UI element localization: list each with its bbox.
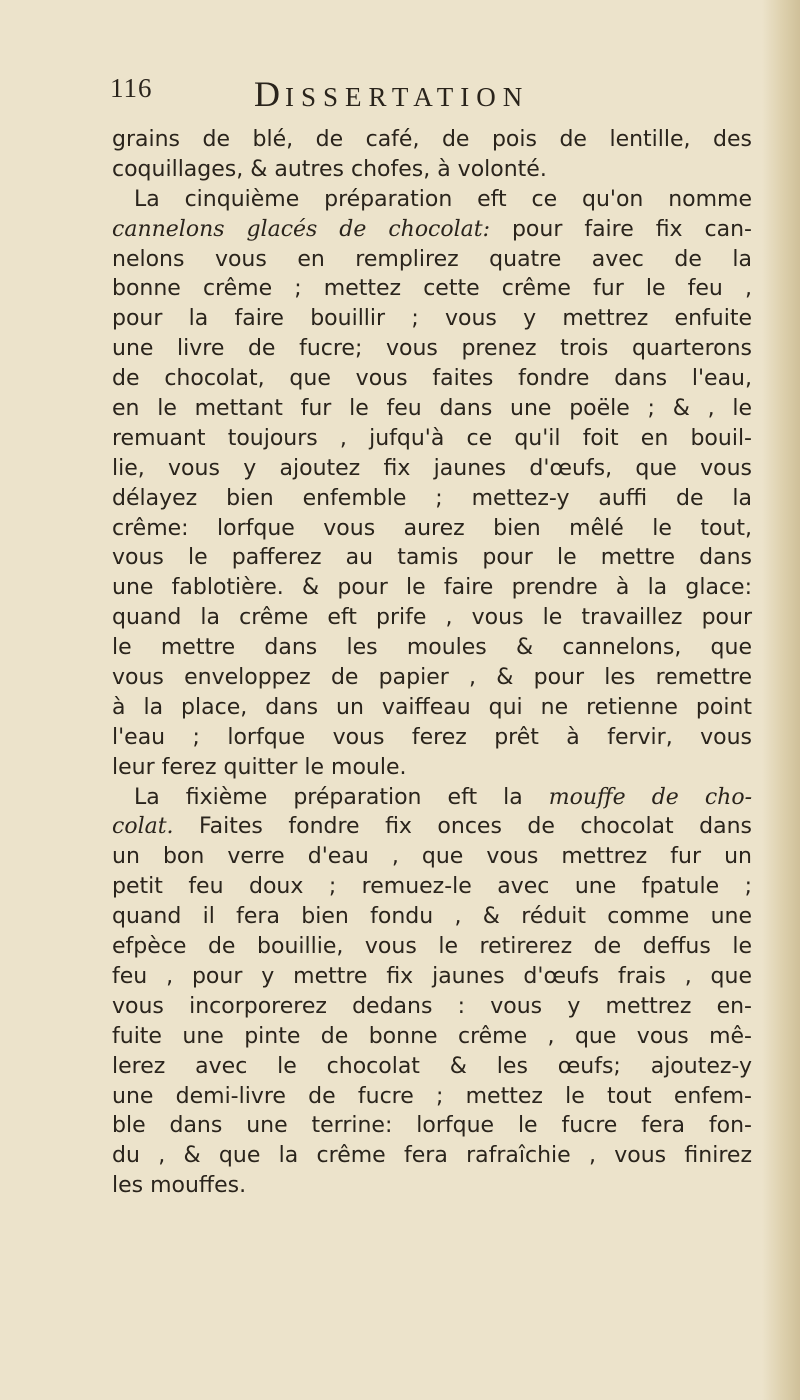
text-line: l'eau ; lorfque vous ferez prêt à fervir, vous (112, 724, 752, 750)
text-line: remuant toujours , jufqu'à ce qu'il foit en bouil- (112, 425, 752, 451)
dish-name: mouffe de cho- (548, 784, 753, 810)
text-line: ble dans une terrine: lorfque le fucre fera fon- (112, 1113, 752, 1139)
text-line: pour la faire bouillir ; vous y mettrez enfuite (112, 306, 752, 332)
dish-name: cannelons glacés de chocolat: (112, 216, 491, 242)
text-line: de chocolat, que vous faites fondre dans l'eau, (112, 366, 752, 392)
text-line: bonne crême ; mettez cette crême fur le feu , (112, 276, 752, 302)
text-line: une demi-livre de fucre ; mettez le tout enfem- (112, 1083, 752, 1109)
text-line: leur ferez quitter le moule. (112, 754, 407, 780)
text-line: lerez avec le chocolat & les œufs; ajoutez-y (112, 1053, 752, 1079)
text-line: grains de blé, de café, de pois de lentille, des (112, 127, 752, 152)
text-line: feu , pour y mettre fix jaunes d'œufs frais , que (112, 963, 752, 989)
text-line: délayez bien enfemble ; mettez-y auffi de la (112, 485, 752, 511)
text-line: efpèce de bouillie, vous le retirerez de deffus le (112, 934, 752, 960)
running-title (254, 73, 529, 115)
page-number: 116 (110, 73, 153, 103)
text-line: du , & que la crême fera rafraîchie , vous finirez (112, 1143, 752, 1169)
text-line: les mouffes. (112, 1173, 247, 1199)
text-line: vous enveloppez de papier , & pour les remettre (112, 665, 752, 691)
text-line: à la place, dans un vaiffeau qui ne retienne point (112, 694, 752, 720)
running-title-rest: ISSERTATION (285, 82, 530, 112)
text-line: quand il fera bien fondu , & réduit comme une (112, 904, 752, 930)
text-line: La fixième préparation eft la mouffe de cho- (134, 784, 753, 810)
text-line: petit feu doux ; remuez-le avec une fpatule ; (112, 874, 752, 900)
text-line: lie, vous y ajoutez fix jaunes d'œufs, que vous (112, 455, 752, 481)
running-head (110, 73, 670, 113)
text-line: vous le pafferez au tamis pour le mettre dans (112, 545, 752, 571)
text-line: colat. Faites fondre fix onces de chocolat dans (112, 814, 752, 840)
text-line: en le mettant fur le feu dans une poële ; & , le (112, 396, 752, 422)
text-line: fuite une pinte de bonne crême , que vous mê- (112, 1023, 752, 1049)
text-line: quand la crême eft prife , vous le travaillez pour (112, 605, 752, 631)
text-line: cannelons glacés de chocolat: pour faire fix can- (112, 216, 752, 242)
running-title-initial: D (254, 74, 285, 114)
text-line: vous incorporerez dedans : vous y mettrez en- (112, 993, 752, 1019)
text-line: nelons vous en remplirez quatre avec de la (112, 246, 752, 272)
text-line: le mettre dans les moules & cannelons, que (112, 635, 752, 661)
text-line: un bon verre d'eau , que vous mettrez fur un (112, 844, 752, 870)
text-line: coquillages, & autres chofes, à volonté. (112, 156, 547, 182)
text-line: une fablotière. & pour le faire prendre à la glace: (112, 575, 752, 601)
dish-name: colat. (112, 814, 174, 840)
text-line: une livre de fucre; vous prenez trois quarterons (112, 336, 752, 362)
page-edge (762, 0, 800, 1400)
text-line: La cinquième préparation eft ce qu'on nomme (134, 186, 752, 212)
text-line: crême: lorfque vous aurez bien mêlé le tout, (112, 515, 752, 541)
body-text (112, 125, 752, 1201)
